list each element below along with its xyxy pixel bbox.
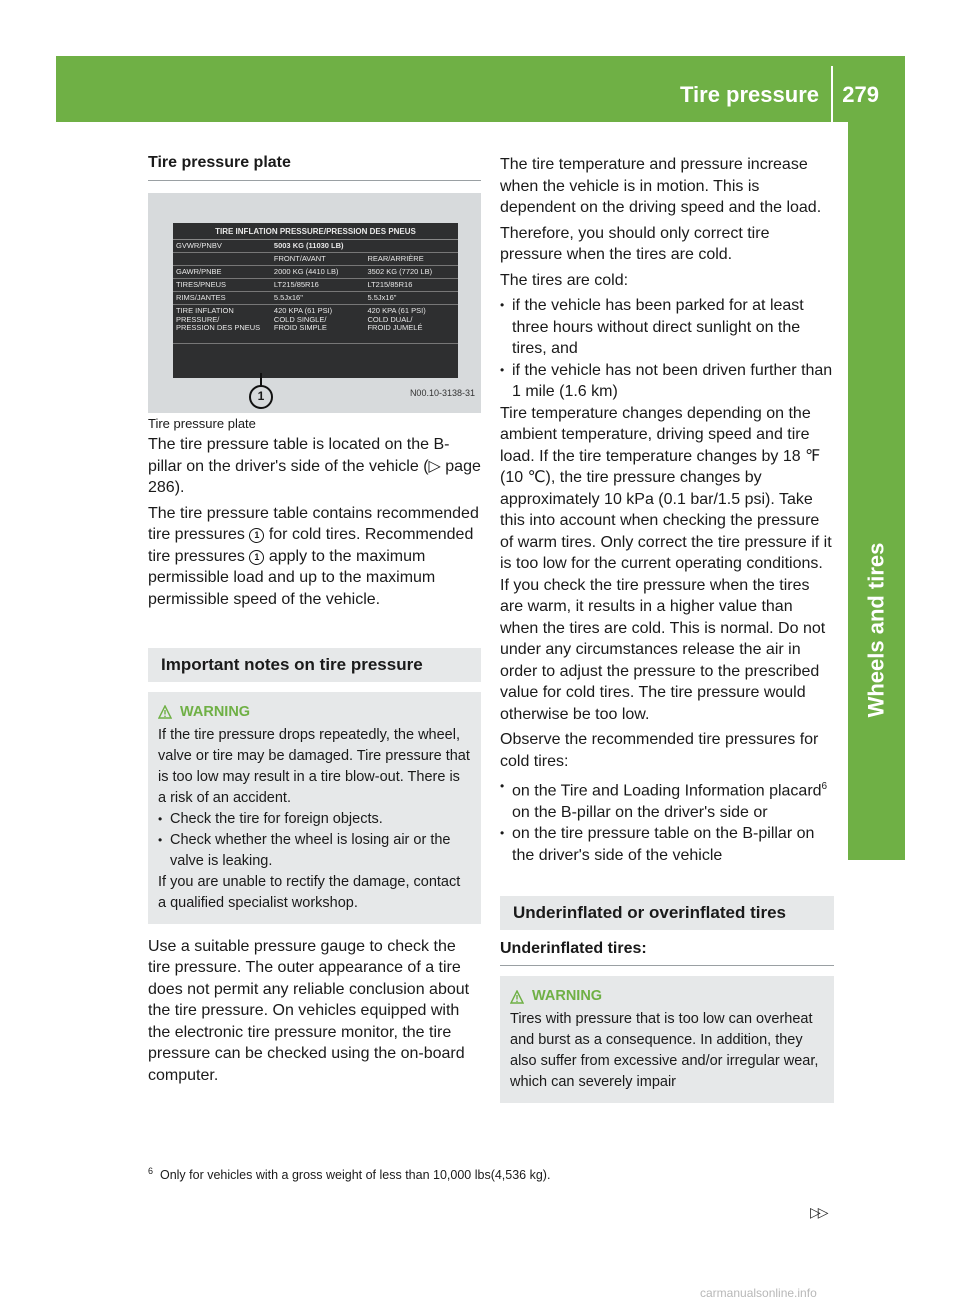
plate-row: [173, 279, 458, 292]
figure-caption: Tire pressure plate: [148, 415, 256, 431]
list-item: • Check whether the wheel is losing air or the valve is leaking.: [158, 830, 471, 872]
warning-text: If the tire pressure drops repeatedly, the wheel, valve or tire may be damaged. Tire pressure that is too low may result in a tire blow-out. There is a risk of an accident.: [158, 726, 470, 806]
paragraph: [148, 503, 481, 611]
footnote: [148, 1166, 550, 1182]
list-item: • Check the tire for foreign objects.: [158, 809, 471, 830]
section-heading-plate: Tire pressure plate: [148, 152, 481, 181]
bullet-text: Check whether the wheel is losing air or the valve is leaking.: [170, 831, 451, 869]
footnote-text: Only for vehicles with a gross weight of less than 10,000 lbs(4,536 kg).: [159, 1168, 551, 1183]
bullet-text: Check the tire for foreign objects.: [170, 810, 383, 827]
subheading-underinflated: Underinflated tires:: [500, 938, 834, 967]
figure-code: N00.10-3138-31: [409, 388, 475, 398]
callout-1: 1: [249, 385, 273, 409]
plate-pressure-row: [173, 305, 458, 344]
paragraph: Use a suitable pressure gauge to check the tire pressure. The outer appearance of a tire does not permit any reliable conclusion about the tire pressure. On vehicles equipped with the electronic tire pressure monitor, the tire pressure can be checked using the on-board computer.: [148, 937, 470, 1084]
footnote-ref: 6: [821, 781, 828, 792]
plate-cell: 420 KPA (61 PSI) COLD DUAL/ FROID JUMELÉ: [367, 306, 426, 332]
plate-cell: 5.5Jx16": [273, 293, 303, 303]
header-divider: [831, 66, 833, 122]
warning-label: WARNING: [532, 988, 603, 1005]
warning-after: If you are unable to rectify the damage, contact a qualified specialist workshop.: [158, 873, 461, 911]
plate-row: [173, 292, 458, 305]
bullet-text: on the tire pressure table on the B-pillar on the driver's side of the vehicle: [512, 825, 815, 864]
plate-cell: LT215/85R16: [367, 280, 413, 290]
page-number: 279: [842, 82, 879, 107]
tire-pressure-plate-figure: [148, 193, 481, 413]
paragraph: The tire temperature and pressure increase when the vehicle is in motion. This is dependent on the driving speed and the load.: [500, 156, 822, 216]
plate-cell: 5003 KG (11030 LB): [273, 241, 344, 251]
callout-marker: 1: [249, 550, 264, 565]
section-bar-important-notes: Important notes on tire pressure: [148, 648, 481, 682]
list-item: • on the tire pressure table on the B-pillar on the driver's side of the vehicle: [500, 823, 834, 866]
paragraph: Therefore, you should only correct tire pressure when the tires are cold.: [500, 224, 770, 263]
list-item: • on the Tire and Loading Information placard$^6$ on the B-pillar on the driver's side or: [500, 776, 834, 823]
list-item: • if the vehicle has not been driven further than 1 mile (1.6 km): [500, 360, 834, 403]
plate-cell: 5.5Jx16": [367, 293, 397, 303]
text-run: on the B-pillar on the driver's side or: [512, 803, 768, 821]
plate-cell: GVWR/PNBV: [176, 241, 222, 251]
warning-triangle-icon: [158, 705, 172, 719]
plate-cell: 2000 KG (4410 LB): [273, 267, 339, 277]
warning-text: Tires with pressure that is too low can overheat and burst as a consequence. In addition, they also suffer from excessive and/or irregular wear, which can severely impair: [510, 1011, 819, 1091]
plate-cell: FRONT/AVANT: [273, 254, 326, 264]
warning-title: [158, 702, 471, 723]
warning-label: WARNING: [180, 703, 251, 720]
plate-row: [173, 253, 458, 266]
warning-triangle-icon: [510, 990, 524, 1004]
list-item: • if the vehicle has been parked for at least three hours without direct sunlight on the tires, and: [500, 295, 834, 360]
side-tab-label: [862, 542, 892, 718]
paragraph: Observe the recommended tire pressures for cold tires:: [500, 731, 819, 770]
text-run: apply to the maximum permissible load and up to the maximum permissible speed of the vehicle.: [148, 547, 436, 608]
side-tab: [848, 122, 905, 860]
tire-pressure-plate: [173, 223, 458, 378]
text-run: The tire pressure table contains recommended tire pressures: [148, 504, 479, 543]
watermark: carmanualsonline.info: [700, 1286, 817, 1300]
plate-cell: LT215/85R16: [273, 280, 319, 290]
plate-cell: GAWR/PNBE: [176, 267, 222, 277]
plate-cell: TIRE INFLATION PRESSURE/ PRESSION DES PNEUS: [176, 306, 261, 332]
paragraph: The tires are cold:: [500, 271, 629, 289]
warning-box: [500, 976, 834, 1103]
continue-arrows-icon: ▷▷: [810, 1204, 826, 1220]
bullet-text: [512, 776, 834, 823]
plate-cell: 3502 KG (7720 LB): [367, 267, 433, 277]
section-bar-underinflated: Underinflated or overinflated tires: [500, 896, 834, 930]
text-run: on the Tire and Loading Information placard: [512, 782, 822, 800]
side-tab-text: Wheels and tires: [863, 542, 889, 718]
plate-cell: REAR/ARRIÈRE: [367, 254, 424, 264]
warning-title: [510, 986, 824, 1007]
footnote-number: 6: [148, 1166, 154, 1176]
bullet-text: if the vehicle has been parked for at least three hours without direct sunlight on the tires, and: [512, 297, 804, 357]
warning-box: [148, 692, 481, 924]
plate-row: [173, 240, 458, 253]
bullet-text: if the vehicle has not been driven further than 1 mile (1.6 km): [512, 361, 833, 400]
chapter-title: Tire pressure: [679, 82, 819, 107]
plate-cell: 420 KPA (61 PSI) COLD SINGLE/ FROID SIMPLE: [273, 306, 333, 332]
plate-title: TIRE INFLATION PRESSURE/PRESSION DES PNEUS: [173, 223, 458, 241]
plate-row: [173, 266, 458, 279]
callout-marker: 1: [249, 528, 264, 543]
text-run: for cold tires. Recommended tire pressures: [148, 526, 474, 565]
paragraph: The tire pressure table is located on the B-pillar on the driver's side of the vehicle (▷ page 286).: [148, 436, 481, 496]
left-column: [148, 152, 481, 1090]
plate-cell: RIMS/JANTES: [176, 293, 226, 303]
plate-cell: TIRES/PNEUS: [176, 280, 227, 290]
header-bar: [56, 56, 905, 122]
paragraph: Tire temperature changes depending on the ambient temperature, driving speed and tire load. If the tire temperature changes by 18 ℉ (10 ℃), the tire pressure changes by approximately 10 kPa (0.1 bar/1.5 psi). Take this into account when checking the pressure of warm tires. Only correct the tire pressure if it is too low for the current operating conditions. If you check the tire pressure when the tires are warm, it results in a higher value than when the tires are cold. This is normal. Do not under any circumstances release the air in order to adjust the pressure to the prescribed value for cold tires. The tire pressure would otherwise be too low.: [500, 404, 832, 723]
right-column: [500, 154, 834, 1103]
